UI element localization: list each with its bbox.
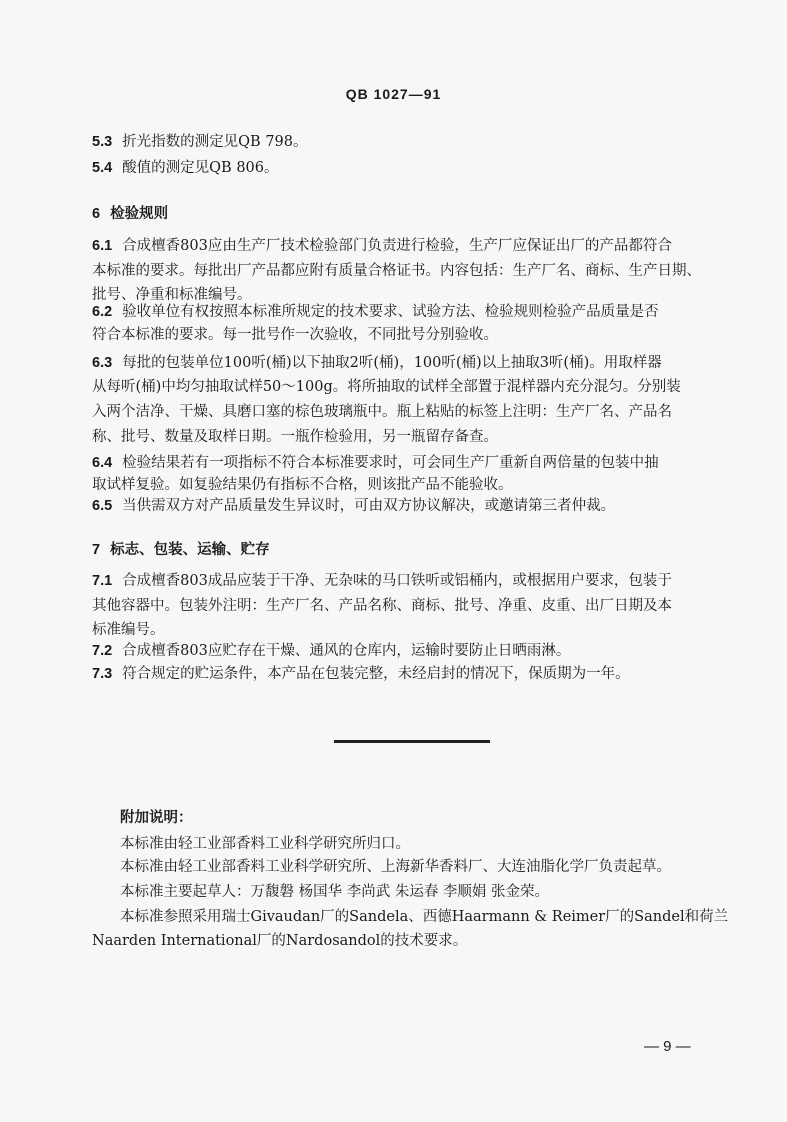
section-title: 标志、包装、运输、贮存 <box>110 541 270 558</box>
clause-text: 验收单位有权按照本标准所规定的技术要求、试验方法、检验规则检验产品质量是否 <box>122 304 659 320</box>
clause-number: 5.3 <box>92 134 113 150</box>
clause-continuation <box>92 596 732 616</box>
clause-number: 6.5 <box>92 498 113 514</box>
clause-number: 6.4 <box>92 455 113 471</box>
note-line: 本标准由轻工业部香料工业科学研究所、上海新华香料厂、大连油脂化学厂负责起草。 <box>120 859 671 875</box>
clause-number: 7.1 <box>92 573 113 589</box>
clause-text: 称、批号、数量及取样日期。一瓶作检验用，另一瓶留存备查。 <box>92 429 498 445</box>
clause-number: 7.2 <box>92 643 113 659</box>
clause-text: 符合规定的贮运条件，本产品在包装完整，未经启封的情况下，保质期为一年。 <box>122 666 630 682</box>
clause-number: 6.1 <box>92 238 113 254</box>
clause-text: 标准编号。 <box>92 622 165 638</box>
clause-text: 入两个洁净、干燥、具磨口塞的棕色玻璃瓶中。瓶上粘贴的标签上注明：生产厂名、产品名 <box>92 404 672 420</box>
clause-7-3 <box>92 664 732 684</box>
clause-text: 取试样复验。如复验结果仍有指标不合格，则该批产品不能验收。 <box>92 477 513 493</box>
clause-text: 从每听(桶)中均匀抽取试样50～100g。将所抽取的试样全部置于混样器内充分混匀。分别装 <box>92 379 681 395</box>
clause-continuation <box>92 325 732 345</box>
clause-number: 6.2 <box>92 304 113 320</box>
clause-number: 6.3 <box>92 355 113 371</box>
section-number: 7 <box>92 542 101 558</box>
section-number: 6 <box>92 206 101 222</box>
note-line: Naarden International厂的Nardosandol的技术要求。 <box>92 933 468 949</box>
clause-text: 批号、净重和标准编号。 <box>92 287 252 303</box>
clause-continuation <box>92 402 732 422</box>
end-divider <box>334 740 490 743</box>
section-6-title <box>92 204 732 224</box>
clause-number: 5.4 <box>92 160 113 176</box>
clause-5-3 <box>92 132 732 152</box>
clause-text: 本标准的要求。每批出厂产品都应附有质量合格证书。内容包括：生产厂名、商标、生产日期、 <box>92 263 701 279</box>
clause-continuation <box>92 261 732 281</box>
clause-6-4 <box>92 453 732 473</box>
clause-continuation <box>92 377 732 397</box>
section-7-title <box>92 540 732 560</box>
standard-header: QB 1027—91 <box>345 86 442 102</box>
note-line: 本标准主要起草人：万馥磐 杨国华 李尚武 朱运春 李顺娟 张金荣。 <box>120 884 550 900</box>
clause-text: 检验结果若有一项指标不符合本标准要求时，可会同生产厂重新自两倍量的包装中抽 <box>122 455 659 471</box>
clause-text: 其他容器中。包装外注明：生产厂名、产品名称、商标、批号、净重、皮重、出厂日期及本 <box>92 598 672 614</box>
clause-text: 符合本标准的要求。每一批号作一次验收，不同批号分别验收。 <box>92 327 498 343</box>
clause-text: 合成檀香803成品应装于干净、无杂味的马口铁听或铝桶内，或根据用户要求，包装于 <box>122 573 672 589</box>
clause-text: 酸值的测定见QB 806。 <box>122 160 279 176</box>
clause-text: 当供需双方对产品质量发生异议时，可由双方协议解决，或邀请第三者仲裁。 <box>122 498 616 514</box>
clause-text: 每批的包装单位100听(桶)以下抽取2听(桶)，100听(桶)以上抽取3听(桶)。用取样器 <box>122 355 662 371</box>
clause-5-4 <box>92 158 732 178</box>
clause-6-1 <box>92 236 732 256</box>
clause-continuation <box>92 475 732 495</box>
note-line: 本标准由轻工业部香料工业科学研究所归口。 <box>120 836 410 852</box>
page-number: — 9 — <box>644 1038 691 1055</box>
section-title: 检验规则 <box>110 205 169 222</box>
clause-7-1 <box>92 571 732 591</box>
clause-continuation <box>92 620 732 640</box>
clause-7-2 <box>92 641 732 661</box>
clause-text: 合成檀香803应贮存在干燥、通风的仓库内，运输时要防止日晒雨淋。 <box>122 643 571 659</box>
clause-6-5 <box>92 496 732 516</box>
clause-text: 合成檀香803应由生产厂技术检验部门负责进行检验，生产厂应保证出厂的产品都符合 <box>122 238 672 254</box>
clause-number: 7.3 <box>92 666 113 682</box>
note-line: 本标准参照采用瑞士Givaudan厂的Sandela、西德Haarmann & Reimer厂的Sandel和荷兰 <box>120 909 729 925</box>
clause-6-2 <box>92 302 732 322</box>
clause-continuation <box>92 427 732 447</box>
clause-6-3 <box>92 353 732 373</box>
clause-text: 折光指数的测定见QB 798。 <box>122 134 308 150</box>
notes-title: 附加说明： <box>120 809 193 826</box>
